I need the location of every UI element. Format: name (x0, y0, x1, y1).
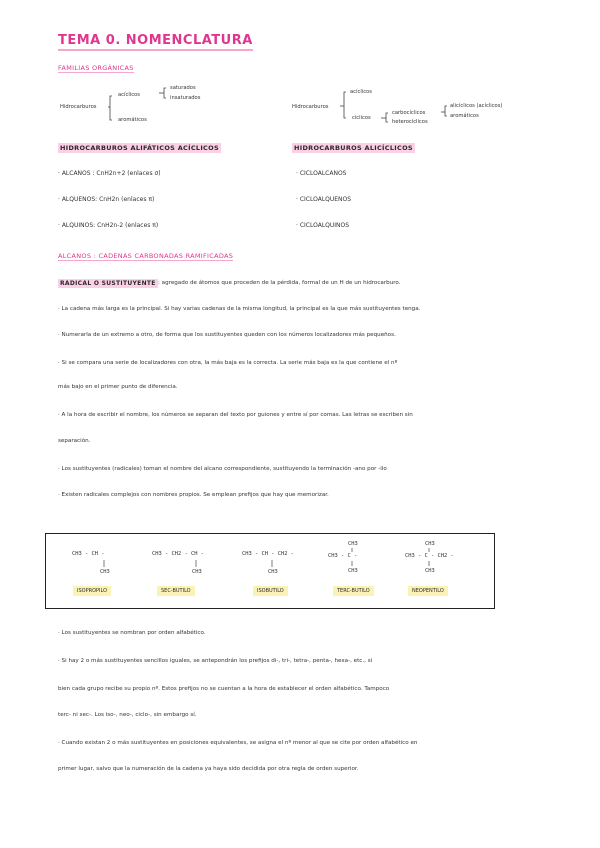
rule-line: · Cuando existan 2 o más sustituyentes en posiciones equivalentes, se asigna el nº menor al que se cite por orden alfabético en (58, 740, 418, 746)
rule-line: terc- ni sec-. Los iso-, neo-, ciclo-, sin embargo sí. (58, 712, 197, 718)
right-tree-aciclicos: acíclicos (350, 89, 372, 95)
left-tree-root: Hidrocarburos (60, 104, 97, 110)
rule-line: · Si hay 2 o más sustituyentes sencillos iguales, se antepondrán los prefijos di-, tri-, tetra-, penta-, hexa-, etc., si (58, 658, 373, 664)
right-tree-heterociclicos: heterocíclicos (392, 119, 428, 125)
radical-branch-top: CH3 (425, 541, 435, 547)
radical-formula: CH3 - C - (328, 553, 358, 559)
rule-line: más bajo en el primer punto de diferencia. (58, 384, 178, 390)
radical-branch: CH3 (192, 569, 202, 575)
right-tree-ciclicos: cíclicos (352, 115, 371, 121)
radical-name: TERC-BUTILO (333, 586, 374, 596)
radical-definition: : agregado de átomos que proceden de la pérdida, formal de un H de un hidrocarburo. (158, 280, 401, 286)
radical-formula: CH3 - CH - (72, 551, 105, 557)
page-title: TEMA 0. NOMENCLATURA (58, 33, 253, 51)
cicloalquenos-item: · CICLOALQUENOS (296, 196, 352, 203)
cicloalcanos-item: · CICLOALCANOS (296, 170, 347, 177)
rule-line: · Los sustituyentes (radicales) toman el nombre del alcano correspondiente, sustituyendo la terminación -ano por -ilo (58, 466, 387, 472)
radical-label: RADICAL O SUSTITUYENTE (60, 280, 156, 287)
radical-branch: CH3 (268, 569, 278, 575)
rule-line: · La cadena más larga es la principal. Si hay varias cadenas de la misma longitud, la principal es la que más sustituyentes tenga. (58, 306, 421, 312)
cicloalquinos-item: · CICLOALQUINOS (296, 222, 350, 229)
radical-name: NEOPENTILO (408, 586, 448, 596)
alcanos-item: · ALCANOS : CnH2n+2 (enlaces σ) (58, 170, 161, 177)
radical-name: ISOPROPILO (73, 586, 111, 596)
familias-heading: FAMILIAS ORGÁNICAS (58, 64, 134, 72)
alquinos-item: · ALQUINOS: CnH2n-2 (enlaces π) (58, 222, 159, 229)
rule-line: · Existen radicales complejos con nombres propios. Se emplean prefijos que hay que memorizar. (58, 492, 329, 498)
left-tree-saturados: saturados (170, 85, 196, 91)
radical-branch: CH3 (348, 568, 358, 574)
aciclicos-heading: HIDROCARBUROS ALIFÁTICOS ACÍCLICOS (60, 144, 219, 152)
radical-name: SEC-BUTILO (157, 586, 195, 596)
radical-branch: CH3 (100, 569, 110, 575)
rule-line: separación. (58, 438, 91, 444)
rule-line: · Numerarla de un extremo a otro, de forma que los sustituyentes queden con los números localizadores más pequeños. (58, 332, 396, 338)
right-tree-aromaticos: aromáticos (450, 113, 479, 119)
rule-line: · A la hora de escribir el nombre, los números se separan del texto por guiones y entre sí por comas. Las letras se escriben sin (58, 412, 413, 418)
right-tree-root: Hidrocarburos (292, 104, 329, 110)
rule-line: · Si se compara una serie de localizadores con otra, la más baja es la correcta. La serie más baja es la que contiene el nº (58, 360, 398, 366)
radical-formula: CH3 - CH2 - CH - (152, 551, 204, 557)
left-tree-insaturados: insaturados (170, 95, 201, 101)
rule-line: · Los sustituyentes se nombran por orden alfabético. (58, 630, 206, 636)
aliciclicos-heading: HIDROCARBUROS ALICÍCLICOS (294, 144, 413, 152)
rule-line: primer lugar, salvo que la numeración de la cadena ya haya sido decidida por otra regla de orden superior. (58, 766, 359, 772)
rule-line: bien cada grupo recibe su propio nº. Estos prefijos no se cuentan a la hora de establecer el orden alfabético. Tampoco (58, 686, 390, 692)
left-tree-aromaticos: aromáticos (118, 117, 147, 123)
radical-formula: CH3 - CH - CH2 - (242, 551, 294, 557)
alquenos-item: · ALQUENOS: CnH2n (enlaces π) (58, 196, 155, 203)
left-tree-aciclicos: acíclicos (118, 92, 140, 98)
radical-branch: CH3 (425, 568, 435, 574)
radical-branch-top: CH3 (348, 541, 358, 547)
alcanos-heading: ALCANOS : CADENAS CARBONADAS RAMIFICADAS (58, 252, 234, 260)
radical-name: ISOBUTILO (253, 586, 288, 596)
right-tree-carbociclicos: carbocíclicos (392, 110, 426, 116)
radical-formula: CH3 - C - CH2 - (405, 553, 454, 559)
right-tree-aliciclicos: alicíclicos (acíclicos) (450, 103, 503, 109)
